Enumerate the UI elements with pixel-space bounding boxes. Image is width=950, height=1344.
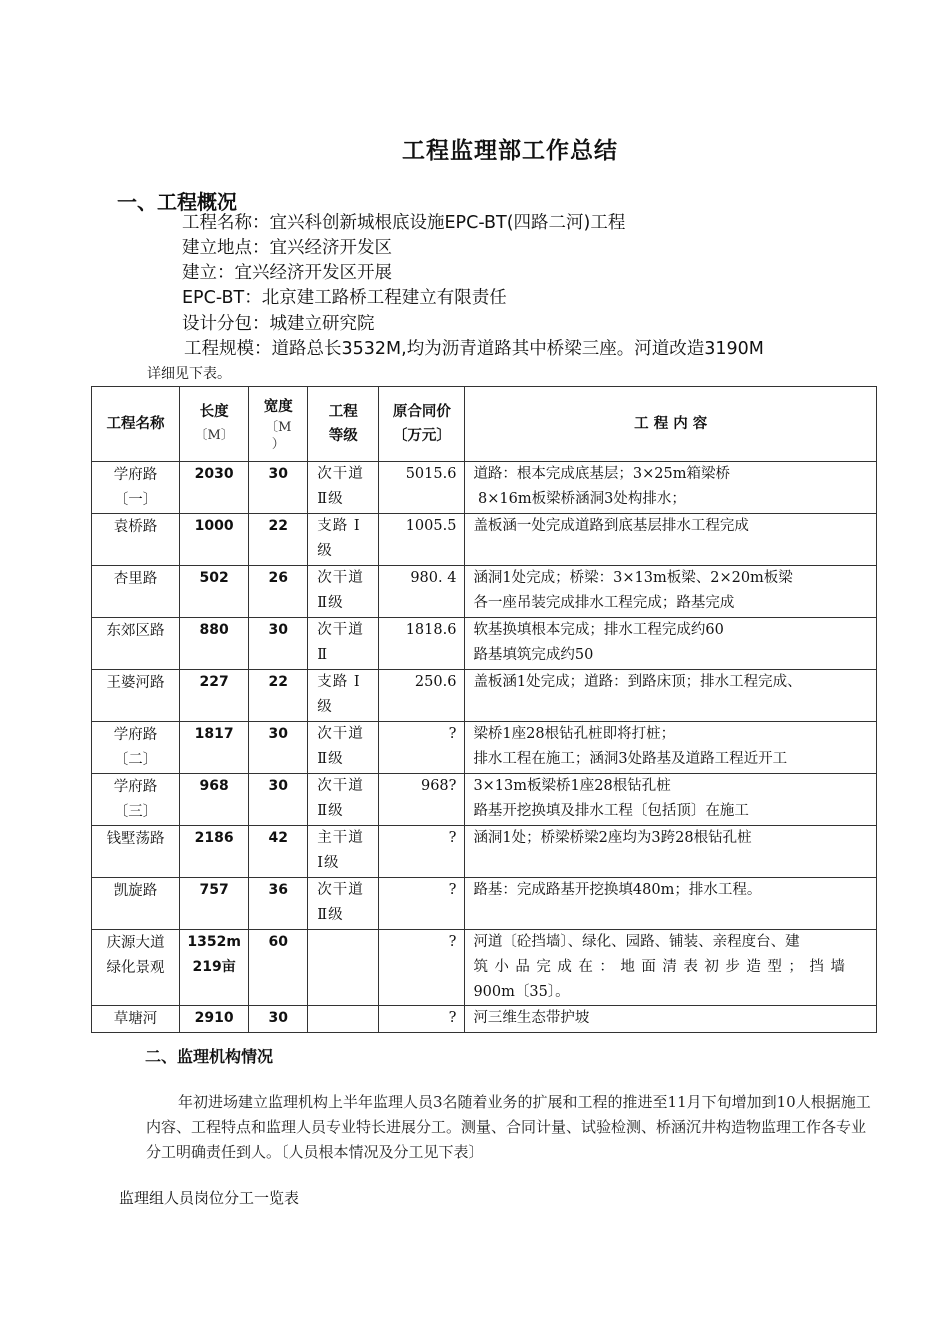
header-name: 工程名称 — [92, 387, 180, 462]
overview-line-builder: 建立：宜兴经济开发区开展 — [182, 263, 392, 283]
header-length: 长度 〔M〕 — [180, 387, 249, 462]
cell-grade: 主干道 Ⅰ级 — [308, 826, 379, 878]
cell-price: 250.6 — [379, 670, 465, 722]
cell-grade — [308, 930, 379, 1006]
overview-line-design: 设计分包：城建立研究院 — [182, 314, 375, 334]
cell-length: 1352m 219亩 — [180, 930, 249, 1006]
cell-price: 5015.6 — [379, 462, 465, 514]
cell-width: 30 — [249, 1006, 308, 1033]
cell-price: 1818.6 — [379, 618, 465, 670]
cell-grade — [308, 1006, 379, 1033]
cell-length: 1817 — [180, 722, 249, 774]
table-row — [92, 514, 877, 566]
header-width: 宽度 〔M ） — [249, 387, 308, 462]
cell-price: ? — [379, 930, 465, 1006]
cell-price: 968? — [379, 774, 465, 826]
cell-content: 河道〔砼挡墙〕、绿化、园路、铺装、亲程度台、建 筑小品完成在：地面清表初步造型；挡墙 900m〔35〕。 — [465, 930, 877, 1006]
cell-content: 河三维生态带护坡 — [465, 1006, 877, 1033]
overview-line-project-name: 工程名称：宜兴科创新城根底设施EPC-BT(四路二河)工程 — [182, 213, 626, 233]
table-row — [92, 878, 877, 930]
cell-length: 2186 — [180, 826, 249, 878]
cell-grade: 次干道 Ⅱ级 — [308, 566, 379, 618]
cell-length: 227 — [180, 670, 249, 722]
cell-width: 60 — [249, 930, 308, 1006]
table-row — [92, 826, 877, 878]
table-row — [92, 670, 877, 722]
cell-price: ? — [379, 878, 465, 930]
table-row — [92, 722, 877, 774]
overview-line-epc: EPC-BT：北京建工路桥工程建立有限责任 — [182, 288, 507, 308]
cell-grade: 次干道 Ⅱ级 — [308, 878, 379, 930]
cell-name: 学府路 〔一〕 — [92, 462, 180, 514]
header-content: 工 程 内 容 — [465, 387, 877, 462]
cell-length: 968 — [180, 774, 249, 826]
cell-name: 学府路 〔二〕 — [92, 722, 180, 774]
cell-length: 880 — [180, 618, 249, 670]
cell-grade: 支路 I 级 — [308, 670, 379, 722]
cell-name: 钱墅荡路 — [92, 826, 180, 878]
cell-name: 袁桥路 — [92, 514, 180, 566]
section-heading-supervision: 二、监理机构情况 — [145, 1047, 274, 1066]
cell-content: 软基换填根本完成；排水工程完成约60 路基填筑完成约50 — [465, 618, 877, 670]
cell-grade: 支路 I 级 — [308, 514, 379, 566]
table-row — [92, 930, 877, 1006]
cell-content: 盖板涵一处完成道路到底基层排水工程完成 — [465, 514, 877, 566]
overview-line-scale: 工程规模：道路总长3532M,均为沥青道路其中桥梁三座。河道改造3190M — [184, 339, 764, 359]
cell-name: 东郊区路 — [92, 618, 180, 670]
header-grade: 工程 等级 — [308, 387, 379, 462]
table-note: 详细见下表。 — [147, 366, 231, 382]
cell-content: 梁桥1座28根钻孔桩即将打桩； 排水工程在施工；涵洞3处路基及道路工程近开工 — [465, 722, 877, 774]
cell-price: 1005.5 — [379, 514, 465, 566]
cell-width: 22 — [249, 670, 308, 722]
cell-content: 路基：完成路基开挖换填480m；排水工程。 — [465, 878, 877, 930]
cell-length: 757 — [180, 878, 249, 930]
cell-width: 30 — [249, 462, 308, 514]
cell-price: ? — [379, 826, 465, 878]
cell-name: 草塘河 — [92, 1006, 180, 1033]
table-row — [92, 462, 877, 514]
header-price: 原合同价 〔万元〕 — [379, 387, 465, 462]
staff-table-caption: 监理组人员岗位分工一览表 — [119, 1189, 300, 1207]
cell-width: 36 — [249, 878, 308, 930]
table-row — [92, 1006, 877, 1033]
cell-width: 30 — [249, 774, 308, 826]
table-row — [92, 774, 877, 826]
cell-price: ? — [379, 1006, 465, 1033]
supervision-paragraph: 年初进场建立监理机构上半年监理人员3名随着业务的扩展和工程的推进至11月下旬增加到10人根据施工内容、工程特点和监理人员专业特长进展分工。测量、合同计量、试验检测、桥涵沉井构造物监理工作各专业分工明确责任到人。〔人员根本情况及分工见下表〕 — [146, 1093, 871, 1161]
cell-content: 涵洞1处完成；桥梁：3×13m板梁、2×20m板梁 各一座吊装完成排水工程完成；路基完成 — [465, 566, 877, 618]
cell-length: 1000 — [180, 514, 249, 566]
cell-price: 980. 4 — [379, 566, 465, 618]
table-row — [92, 566, 877, 618]
overview-line-location: 建立地点：宜兴经济开发区 — [182, 238, 392, 258]
section-heading-overview: 一、工程概况 — [117, 190, 237, 214]
cell-width: 26 — [249, 566, 308, 618]
cell-width: 30 — [249, 618, 308, 670]
cell-grade: 次干道 Ⅱ级 — [308, 462, 379, 514]
cell-content: 道路：根本完成底基层；3×25m箱梁桥 8×16m板梁桥涵洞3处构排水； — [465, 462, 877, 514]
cell-length: 2030 — [180, 462, 249, 514]
cell-name: 学府路 〔三〕 — [92, 774, 180, 826]
cell-name: 杏里路 — [92, 566, 180, 618]
cell-length: 2910 — [180, 1006, 249, 1033]
cell-content: 盖板涵1处完成；道路：到路床顶；排水工程完成、 — [465, 670, 877, 722]
table-row — [92, 618, 877, 670]
project-table — [91, 386, 877, 1033]
cell-length: 502 — [180, 566, 249, 618]
cell-name: 庆源大道 绿化景观 — [92, 930, 180, 1006]
cell-width: 30 — [249, 722, 308, 774]
table-header-row — [92, 387, 877, 462]
cell-grade: 次干道 Ⅱ级 — [308, 774, 379, 826]
cell-content: 涵洞1处；桥梁桥梁2座均为3跨28根钻孔桩 — [465, 826, 877, 878]
cell-name: 王婆河路 — [92, 670, 180, 722]
cell-width: 22 — [249, 514, 308, 566]
page-title: 工程监理部工作总结 — [402, 138, 618, 164]
cell-price: ? — [379, 722, 465, 774]
cell-name: 凯旋路 — [92, 878, 180, 930]
cell-content: 3×13m板梁桥1座28根钻孔桩 路基开挖换填及排水工程〔包括顶〕在施工 — [465, 774, 877, 826]
cell-grade: 次干道 Ⅱ级 — [308, 722, 379, 774]
cell-width: 42 — [249, 826, 308, 878]
cell-grade: 次干道 Ⅱ — [308, 618, 379, 670]
